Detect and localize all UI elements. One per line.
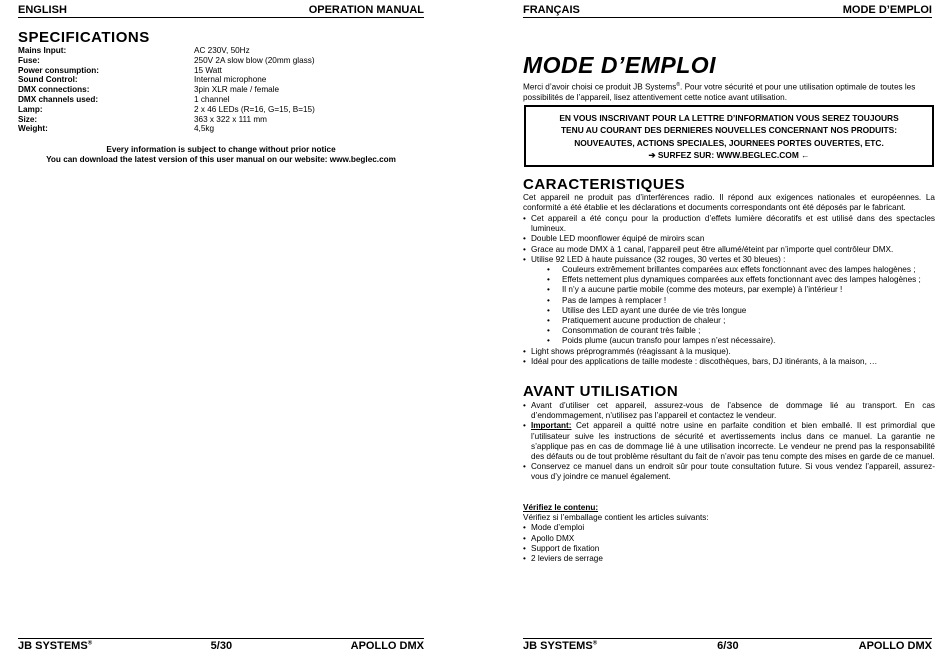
footer-brand: JB SYSTEMS® [523,640,598,652]
spec-row [18,56,424,66]
spec-value: 4,5kg [194,124,215,134]
sub-list-item: • Consommation de courant très faible ; [562,326,935,336]
verify-contents [523,503,935,564]
spec-value: Internal microphone [194,75,267,85]
intro-paragraph: Merci d’avoir choisi ce produit JB Systems®. Pour votre sécurité et pour une utilisation optimale de toutes les possibilités de l’appareil, lisez attentivement cette notice avant utilisation. [523,82,916,102]
website-link[interactable]: ➔ SURFEZ SUR: WWW.BEGLEC.COM ← [648,150,810,161]
manual-label: MODE D’EMPLOI [842,4,932,16]
registered-mark: ® [87,640,93,647]
newsletter-line: TENU AU COURANT DES DERNIERES NOUVELLES CONCERNANT NOS PRODUITS: [560,125,898,136]
spec-row [18,95,424,105]
right-page-header [523,0,932,18]
sub-list-item: • Il n’y a aucune partie mobile (comme des moteurs, par exemple) à l’intérieur ! [562,285,935,295]
newsletter-line: NOUVEAUTES, ACTIONS SPECIALES, JOURNEES PORTES OUVERTES, ETC. [574,137,884,148]
sub-list-item: • Poids plume (aucun transfo pour lampes n’est nécessaire). [562,336,935,346]
spec-key: DMX channels used: [18,94,99,104]
notice-line: You can download the latest version of this user manual on our website: www.beglec.com [46,155,396,164]
spec-row [18,85,424,95]
sub-list-item: • Pas de lampes à remplacer ! [562,296,935,306]
specifications-table [18,46,424,134]
caracteristiques-intro: Cet appareil ne produit pas d’interférences radio. Il répond aux exigences nationales et européennes. La conformité a été établie et les déclarations et documents correspondants ont été déposés par le fabricant. [523,193,935,213]
spec-key: DMX connections: [18,85,90,95]
left-page-footer [18,638,424,656]
list-item: • Utilise 92 LED à haute puissance (32 rouges, 30 vertes et 30 bleues) : • Couleurs extrêmement brillantes comparées aux effets fonctionnant avec des lampes halogènes ; • Effets nettement plus dynamiques comparées aux effets fonctionnant avec des lampes halogènes ; • Il n’y a aucune partie mobile (comme des moteurs, par exemple) à l’intérieur ! • Pas de lampes à remplacer ! • Utilise des LED ayant une durée de vie très longue • Pratiquement aucune production de chaleur ; • Consommation de courant très faible ; • Poids plume (aucun transfo pour lampes n’est nécessaire). [523,255,935,347]
footer-product: APOLLO DMX [858,640,932,652]
page-title: MODE D’EMPLOI [523,52,717,78]
list-item: • 2 leviers de serrage [523,554,935,564]
footer-product: APOLLO DMX [350,640,424,652]
sub-list-item: • Effets nettement plus dynamiques comparées aux effets fonctionnant avec des lampes halogènes ; [562,275,935,285]
spec-value: 2 x 46 LEDs (R=16, G=15, B=15) [194,104,315,114]
page-number: 6/30 [717,640,739,652]
list-item: • Mode d’emploi [523,523,935,533]
sub-list-item: • Pratiquement aucune production de chaleur ; [562,316,935,326]
spec-value: AC 230V, 50Hz [194,46,250,55]
list-item: • Light shows préprogrammés (réagissant à la musique). [523,347,935,357]
list-item: • Apollo DMX [523,534,935,544]
list-item: • Double LED moonflower équipé de miroirs scan [523,234,935,244]
led-benefits-list [531,265,935,347]
left-page [0,0,475,654]
spec-key: Weight: [18,124,48,134]
spec-value: 15 Watt [194,65,222,75]
registered-mark: ® [676,82,681,88]
spec-row [18,66,424,76]
newsletter-box [524,105,934,167]
list-item: • Cet appareil a été conçu pour la production d’effets lumière décoratifs et est utilisé dans des spectacles lumineux. [523,214,935,234]
spec-key: Power consumption: [18,65,99,75]
caracteristiques-list [523,214,935,367]
spec-row [18,115,424,125]
spec-row [18,105,424,115]
verify-heading: Vérifiez le contenu: [523,503,599,512]
spec-row [18,46,424,56]
spec-value: 250V 2A slow blow (20mm glass) [194,55,315,65]
sub-list-item: • Couleurs extrêmement brillantes comparées aux effets fonctionnant avec des lampes halogènes ; [562,265,935,275]
list-item: • Avant d’utiliser cet appareil, assurez-vous de l’absence de dommage lié au transport. En cas d’endommagement, n’utilisez pas l’appareil et contactez le vendeur. [523,401,935,421]
verify-text: Vérifiez si l’emballage contient les articles suivants: [523,513,709,523]
spec-value: 3pin XLR male / female [194,85,280,95]
list-item: • Grace au mode DMX à 1 canal, l’appareil peut être allumé/éteint par n’importe quel contrôleur DMX. [523,245,935,255]
footer-brand: JB SYSTEMS® [18,640,93,652]
left-page-header [18,0,424,18]
spec-value: 363 x 322 x 111 mm [194,114,267,124]
spec-key: Mains Input: [18,46,67,55]
avant-utilisation-heading: AVANT UTILISATION [523,383,679,400]
spec-key: Fuse: [18,55,40,65]
spec-key: Sound Control: [18,75,78,85]
spec-row [18,124,424,134]
spec-row [18,75,424,85]
manual-label: OPERATION MANUAL [308,4,424,16]
list-item: • Support de fixation [523,544,935,554]
language-label: ENGLISH [18,4,67,16]
spec-key: Lamp: [18,104,43,114]
caracteristiques-heading: CARACTERISTIQUES [523,176,686,193]
spec-key: Size: [18,114,38,124]
sub-list-item: • Utilise des LED ayant une durée de vie très longue [562,306,935,316]
newsletter-line: EN VOUS INSCRIVANT POUR LA LETTRE D’INFORMATION VOUS SEREZ TOUJOURS [559,113,899,123]
list-item: • Important: Cet appareil a quitté notre usine en parfaite condition et bien emballé. Il est primordial que l’utilisateur suive les instructions de sécurité et avertissements inclus dans ce manuel. La garantie ne s’applique pas en cas de dommage lié à une utilisation incorrecte. Le vendeur ne prend pas la responsabilité des défauts ou de tout problème résultant du fait de n’avoir pas tenu compte des mises en garde de ce manuel. [523,421,935,462]
notice-line: Every information is subject to change without prior notice [106,145,336,154]
language-label: FRANÇAIS [523,4,580,16]
registered-mark: ® [592,640,598,647]
list-item: • Conservez ce manuel dans un endroit sûr pour toute consultation future. Si vous vendez l’appareil, assurez-vous d’y joindre ce manuel également. [523,462,935,482]
avant-utilisation-list [523,401,935,483]
spec-value: 1 channel [194,94,230,104]
right-page-footer [523,638,932,656]
list-item: • Idéal pour des applications de taille modeste : discothèques, bars, DJ itinérants, à la maison, … [523,357,935,367]
page-number: 5/30 [210,640,233,652]
important-label: Important: [531,421,572,431]
notice [18,145,424,165]
specifications-heading: SPECIFICATIONS [18,29,150,46]
